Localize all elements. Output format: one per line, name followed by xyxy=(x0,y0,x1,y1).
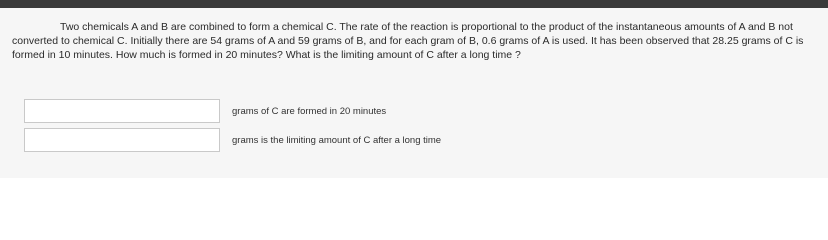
problem-text: Two chemicals A and B are combined to form a chemical C. The rate of the reaction is proportional to the product of the instantaneous amounts of A and B not converted to chemical C. Initially there are 54 grams of A and 59 grams of B, and for each gram of B, 0.6 grams of A is used. It has been observed that 28.25 grams of C is formed in 10 minutes. How much is formed in 20 minutes? What is the limiting amount of C after a long time ? xyxy=(12,21,804,61)
top-dark-strip xyxy=(0,0,828,8)
answer-label-limiting-amount: grams is the limiting amount of C after a long time xyxy=(232,134,442,146)
answer-input-20-minutes[interactable] xyxy=(24,99,220,123)
answer-row-20-minutes xyxy=(24,97,386,125)
answer-input-limiting-amount[interactable] xyxy=(24,128,220,152)
answer-row-limiting-amount xyxy=(24,126,441,154)
answer-label-20-minutes: grams of C are formed in 20 minutes xyxy=(232,105,387,117)
